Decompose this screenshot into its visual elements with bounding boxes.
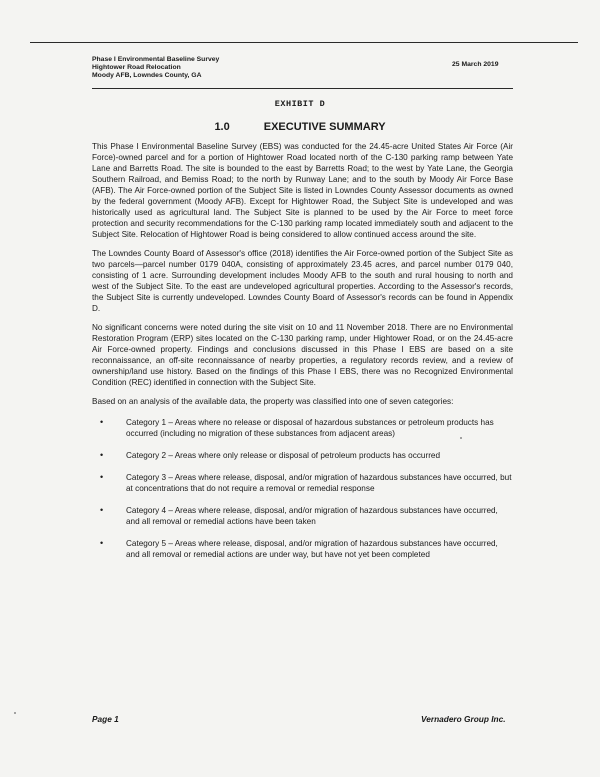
section-heading <box>0 121 600 133</box>
bullet-icon: • <box>100 505 104 515</box>
category-text: Category 3 – Areas where release, disposal, and/or migration of hazardous substances have occurred, but at concentrations that do not require a removal or remedial response <box>126 473 512 493</box>
category-text: Category 1 – Areas where no release or disposal of hazardous substances or petroleum products has occurred (including no migration of these substances from adjacent areas) <box>126 418 494 438</box>
list-item <box>92 505 513 527</box>
scan-speck <box>460 437 462 439</box>
section-title: EXECUTIVE SUMMARY <box>263 121 386 133</box>
scan-speck <box>14 712 16 714</box>
list-item <box>92 417 513 439</box>
category-text: Category 5 – Areas where release, disposal, and/or migration of hazardous substances have occurred, and all removal or remedial actions are under way, but have not yet been completed <box>126 539 498 559</box>
top-rule <box>30 42 578 43</box>
paragraph: No significant concerns were noted during the site visit on 10 and 11 November 2018. There are no Environmental Restoration Program (ERP) sites located on the C-130 parking ramp, under Hightower Road, or on the 24.45-acre Air Force-owned property. Findings and conclusions discussed in this Phase I EBS are based on a site reconnaissance, an off-site reconnaissance of nearby properties, a regulatory records review, and a review of ownership/land use history. Based on the findings of this Phase I EBS, there was no Recognized Environmental Condition (REC) identified in connection with the Subject Site. <box>92 323 513 387</box>
category-text: Category 2 – Areas where only release or disposal of petroleum products has occurred <box>126 451 441 460</box>
section-number: 1.0 <box>214 121 230 133</box>
header-project: Hightower Road Relocation <box>92 64 181 71</box>
list-item <box>92 538 513 560</box>
bullet-icon: • <box>100 472 104 482</box>
header-location: Moody AFB, Lowndes County, GA <box>92 72 202 79</box>
header-title: Phase I Environmental Baseline Survey <box>92 56 220 63</box>
footer-page-number: Page 1 <box>92 714 119 724</box>
header-date: 25 March 2019 <box>452 61 499 68</box>
paragraph: The Lowndes County Board of Assessor's office (2018) identifies the Air Force-owned portion of the Subject Site as two parcels—parcel number 0179 040A, consisting of approximately 23.45 acres, and parcel number 0179 040, consisting of 1 acre. Surrounding development includes Moody AFB to the south and rural housing to north and west of the Subject Site. To the east are undeveloped agricultural properties. According to the Assessor's records, the Subject Site is currently undeveloped. Lowndes County Board of Assessor's records can be found in Appendix D. <box>92 249 513 313</box>
list-item <box>92 472 513 494</box>
document-body <box>92 141 513 571</box>
category-list <box>92 417 513 560</box>
bullet-icon: • <box>100 450 104 460</box>
bullet-icon: • <box>100 417 104 427</box>
exhibit-label: EXHIBIT D <box>274 99 326 109</box>
list-item <box>92 450 513 461</box>
category-text: Category 4 – Areas where release, disposal, and/or migration of hazardous substances have occurred, and all removal or remedial actions have been taken <box>126 506 498 526</box>
bullet-icon: • <box>100 538 104 548</box>
paragraph: Based on an analysis of the available data, the property was classified into one of seven categories: <box>92 397 454 406</box>
header-rule <box>92 88 513 89</box>
footer-company: Vernadero Group Inc. <box>421 714 506 724</box>
running-header <box>92 56 512 80</box>
paragraph: This Phase I Environmental Baseline Survey (EBS) was conducted for the 24.45-acre United States Air Force (Air Force)-owned parcel and for a portion of Hightower Road located north of the C-130 parking ramp between Yate Lane and Barretts Road. The site is bounded to the east by Barretts Road; to the west by Yate Lane, the Georgia Southern Railroad, and Bemiss Road; to the north by Runway Lane; and to the south by Moody Air Force Base (AFB). The Air Force-owned portion of the Subject Site is listed in Lowndes County Assessor documents as owned by the federal government (Moody AFB). Except for Hightower Road, the Subject Site is undeveloped and was historically used as agricultural land. The Subject Site is planned to be used by the Air Force to meet force protection and security recommendations for the C-130 parking ramp located immediately south and adjacent to the Subject Site. Relocation of Hightower Road is being considered to allow continued access around the site. <box>92 142 513 239</box>
